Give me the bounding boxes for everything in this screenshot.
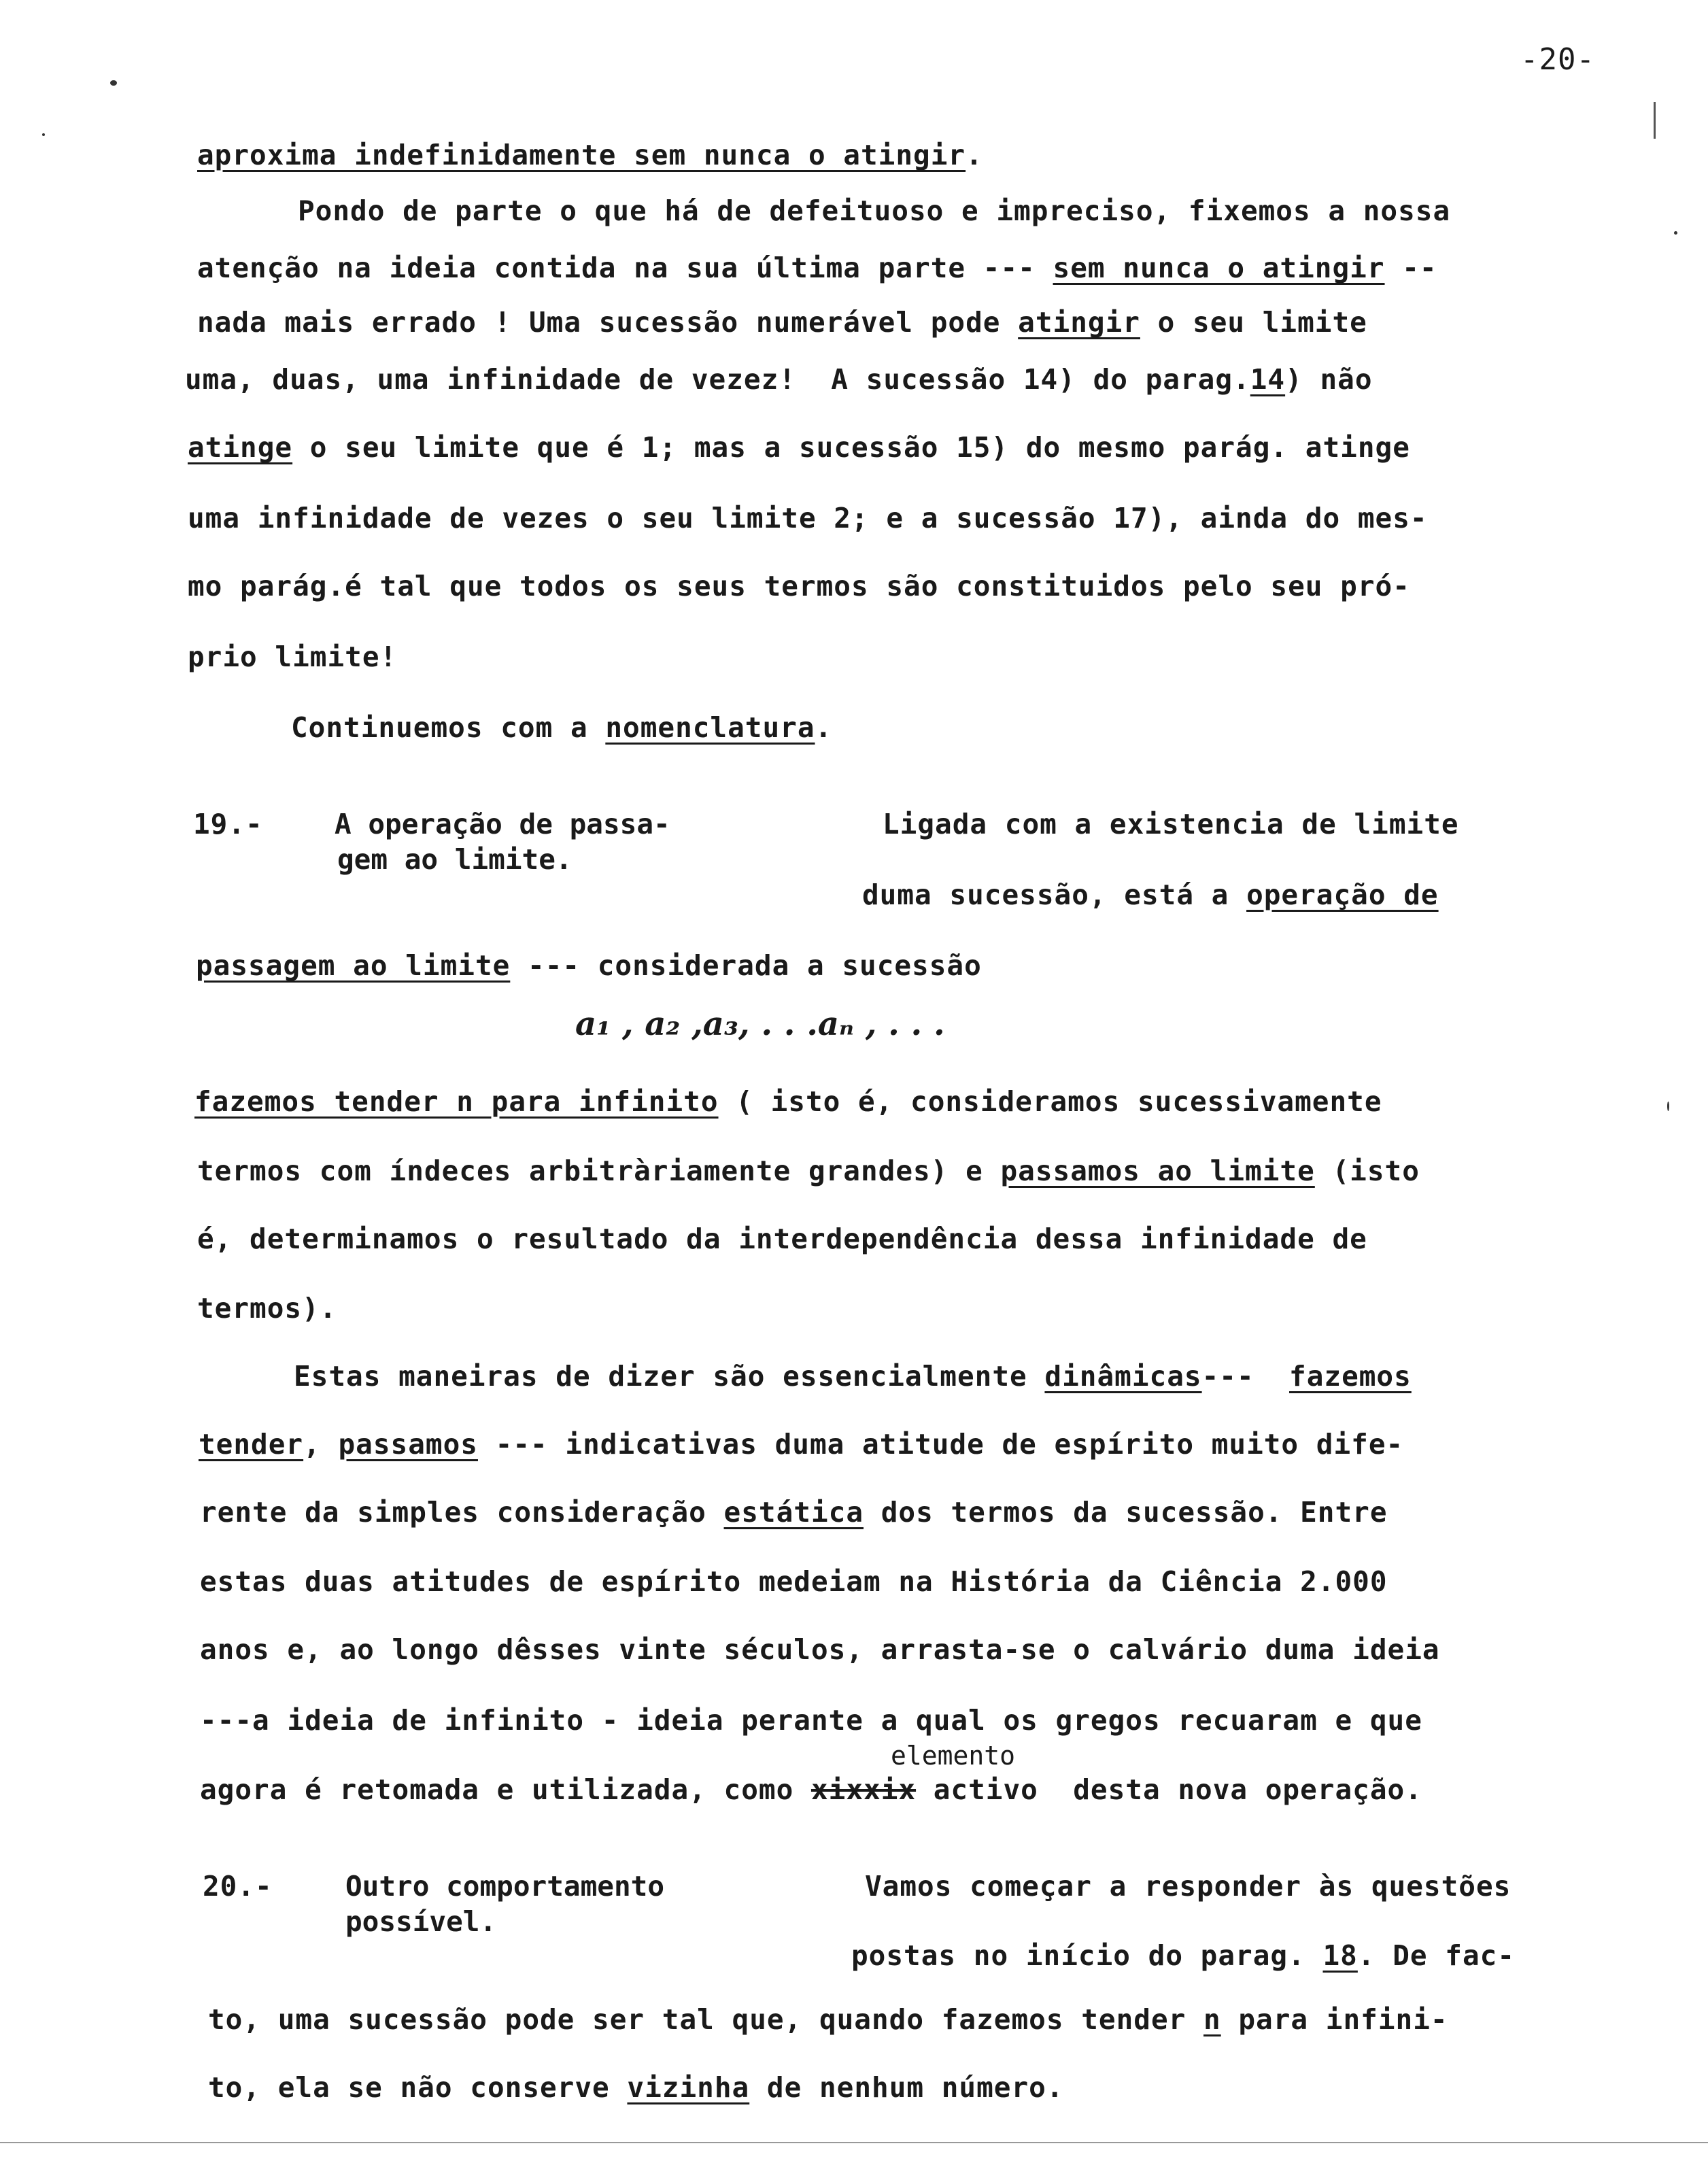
text-line-7: uma infinidade de vezes o seu limite 2; e a sucessão 17), ainda do mes- xyxy=(188,502,1428,534)
text-fragment: to, uma sucessão pode ser tal que, quando fazemos tender xyxy=(208,2003,1203,2036)
text-line-15 xyxy=(194,1084,1382,1119)
text-fragment: . xyxy=(966,139,983,171)
text-fragment: (isto xyxy=(1314,1155,1420,1187)
text-fragment: -- xyxy=(1384,252,1437,284)
underlined-phrase: nomenclatura xyxy=(605,711,815,744)
text-line-10 xyxy=(291,710,832,745)
section-19-margin-title-1: A operação de passa- xyxy=(335,808,670,840)
text-line-18: termos). xyxy=(197,1292,337,1325)
bottom-edge-line xyxy=(0,2142,1708,2143)
page-number: -20- xyxy=(1520,42,1595,77)
text-line-16 xyxy=(197,1153,1420,1189)
underlined-phrase: fazemos xyxy=(1289,1360,1412,1393)
handwritten-sequence-formula: a₁ , a₂ ,a₃, . . .aₙ , . . . xyxy=(575,1005,945,1043)
scan-speck xyxy=(1667,1102,1669,1111)
text-fragment: --- indicativas duma atitude de espírito muito dife- xyxy=(477,1428,1404,1461)
text-fragment: o seu limite que é 1; mas a sucessão 15) do mesmo parág. atinge xyxy=(292,431,1410,464)
section-19-number: 19.- xyxy=(193,808,263,840)
underlined-phrase: fazemos tender n para infinito xyxy=(194,1085,719,1118)
text-fragment: activo desta nova operação. xyxy=(916,1773,1422,1806)
text-fragment: . De fac- xyxy=(1357,1939,1516,1972)
underlined-phrase: estática xyxy=(723,1496,864,1529)
text-fragment: --- considerada a sucessão xyxy=(510,949,982,982)
text-fragment: . xyxy=(815,711,833,744)
underlined-phrase: 18 xyxy=(1322,1939,1358,1972)
text-fragment: de nenhum número. xyxy=(749,2071,1064,2104)
text-line-9: prio limite! xyxy=(188,641,398,673)
underlined-phrase: aproxima indefinidamente sem nunca o atingir xyxy=(197,139,966,171)
section-20-line-2 xyxy=(851,1938,1515,1973)
underlined-phrase: atinge xyxy=(188,431,293,464)
text-fragment: --- xyxy=(1201,1360,1290,1393)
text-fragment: uma, duas, uma infinidade de vezez! A sucessão 14) do parag. xyxy=(185,363,1250,396)
text-fragment: rente da simples consideração xyxy=(200,1496,724,1529)
right-margin-line xyxy=(1654,102,1656,139)
scan-speck xyxy=(1674,231,1677,235)
text-line-3 xyxy=(197,250,1437,286)
text-fragment: para infini- xyxy=(1220,2003,1448,2036)
text-fragment: atenção na ideia contida na sua última parte --- xyxy=(197,252,1053,284)
scan-speck xyxy=(42,133,45,136)
text-line-19 xyxy=(294,1359,1412,1394)
inserted-word-above-line: elemento xyxy=(891,1741,1016,1771)
text-line-6 xyxy=(188,430,1410,465)
text-fragment: agora é retomada e utilizada, como xyxy=(200,1773,811,1806)
underlined-phrase: dinâmicas xyxy=(1044,1360,1202,1393)
text-fragment: ( isto é, consideramos sucessivamente xyxy=(718,1085,1382,1118)
text-line-28 xyxy=(208,2002,1448,2037)
text-line-1 xyxy=(197,137,983,173)
text-line-25 xyxy=(200,1772,1422,1807)
text-fragment: postas no início do parag. xyxy=(851,1939,1323,1972)
text-line-20 xyxy=(199,1427,1403,1462)
text-line-2: Pondo de parte o que há de defeituoso e impreciso, fixemos a nossa xyxy=(298,194,1451,227)
text-fragment: Continuemos com a xyxy=(291,711,606,744)
text-fragment: dos termos da sucessão. Entre xyxy=(864,1496,1388,1529)
section-19-line-2 xyxy=(862,877,1439,913)
underlined-phrase: passamos ao limite xyxy=(1000,1155,1315,1187)
section-19-line-1: Ligada com a existencia de limite xyxy=(883,808,1459,840)
text-line-21 xyxy=(200,1495,1388,1530)
text-line-8: mo parág.é tal que todos os seus termos são constituidos pelo seu pró- xyxy=(188,570,1410,602)
text-line-24: ---a ideia de infinito - ideia perante a qual os gregos recuaram e que xyxy=(200,1704,1422,1737)
underlined-phrase: tender xyxy=(199,1428,304,1461)
underlined-phrase: vizinha xyxy=(627,2071,750,2104)
underlined-phrase: 14 xyxy=(1250,363,1286,396)
underlined-phrase: operação de xyxy=(1246,879,1439,911)
text-line-17: é, determinamos o resultado da interdependência dessa infinidade de xyxy=(197,1223,1367,1255)
section-20-margin-title-2: possível. xyxy=(345,1905,497,1938)
text-fragment: Estas maneiras de dizer são essencialmente xyxy=(294,1360,1045,1393)
text-line-13 xyxy=(196,948,982,983)
section-20-number: 20.- xyxy=(203,1870,273,1903)
text-line-23: anos e, ao longo dêsses vinte séculos, arrasta-se o calvário duma ideia xyxy=(200,1633,1440,1666)
text-fragment: to, ela se não conserve xyxy=(208,2071,628,2104)
text-fragment: termos com índeces arbitràriamente grandes) e xyxy=(197,1155,1001,1187)
underlined-phrase: sem nunca o atingir xyxy=(1053,252,1385,284)
text-fragment: , xyxy=(303,1428,339,1461)
text-line-4 xyxy=(197,305,1367,340)
text-line-22: estas duas atitudes de espírito medeiam na História da Ciência 2.000 xyxy=(200,1565,1388,1598)
underlined-phrase: n xyxy=(1203,2003,1221,2036)
underlined-phrase: atingir xyxy=(1018,306,1140,339)
text-fragment: nada mais errado ! Uma sucessão numerável pode xyxy=(197,306,1019,339)
text-line-5 xyxy=(185,362,1373,397)
section-20-line-1: Vamos começar a responder às questões xyxy=(865,1870,1511,1903)
underlined-phrase: passamos xyxy=(338,1428,478,1461)
underlined-phrase: passagem ao limite xyxy=(196,949,511,982)
struck-out-word: xixxix xyxy=(810,1773,917,1806)
scan-speck xyxy=(110,80,117,86)
text-fragment: o seu limite xyxy=(1140,306,1367,339)
section-20-margin-title-1: Outro comportamento xyxy=(345,1870,664,1903)
text-fragment: ) não xyxy=(1285,363,1373,396)
text-line-29 xyxy=(208,2070,1064,2105)
section-19-margin-title-2: gem ao limite. xyxy=(337,843,573,876)
text-fragment: duma sucessão, está a xyxy=(862,879,1247,911)
